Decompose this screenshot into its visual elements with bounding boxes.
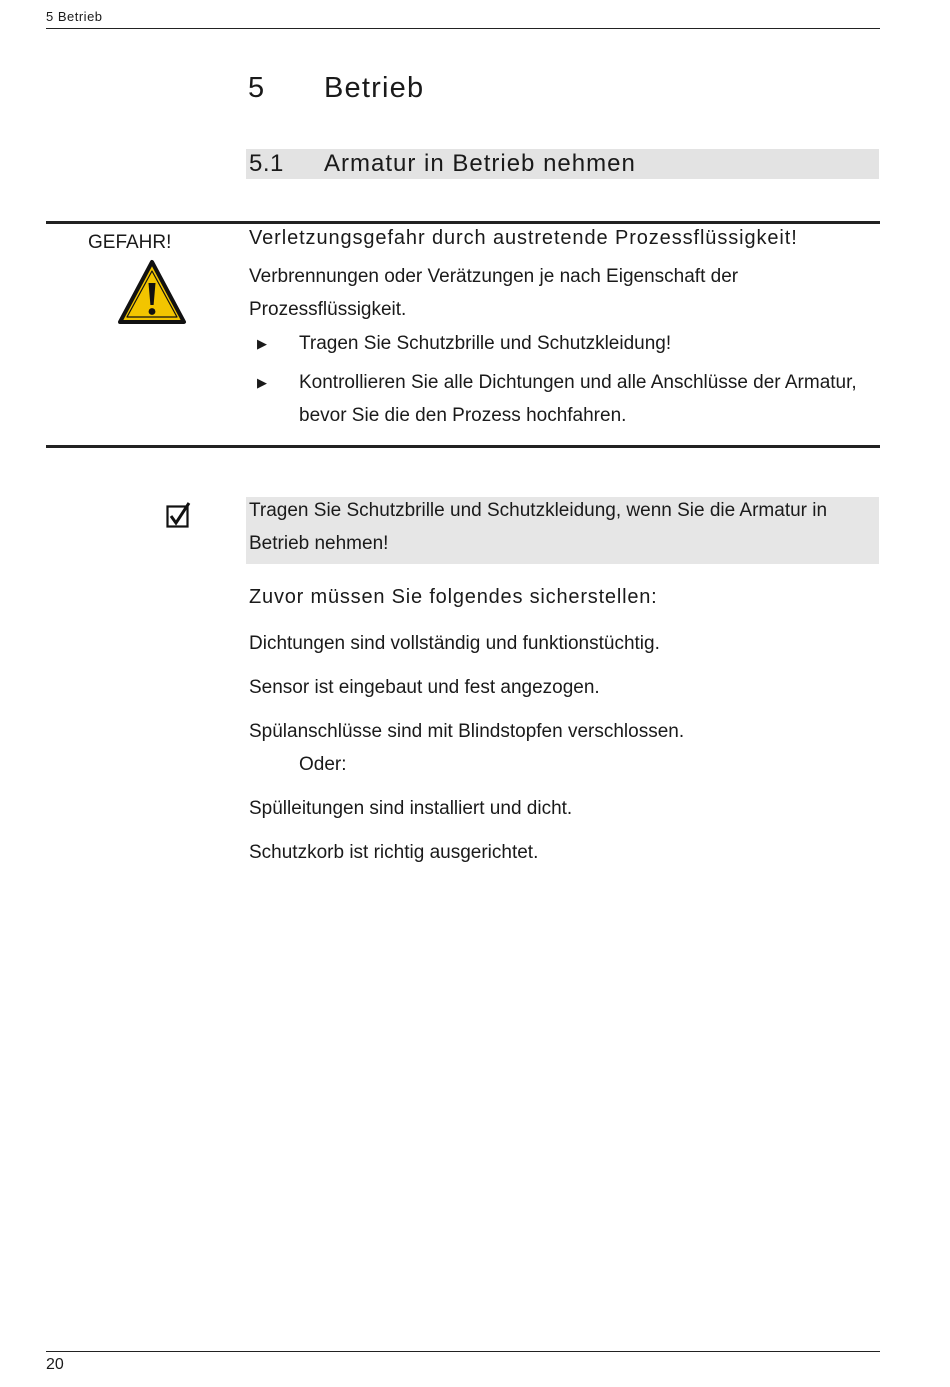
warning-triangle-icon <box>117 259 187 325</box>
prerequisite-alternative: Oder: <box>299 754 347 775</box>
chapter-title: Betrieb <box>324 72 425 104</box>
warning-action-2: Kontrollieren Sie alle Dichtungen und alle Anschlüsse der Armatur, bevor Sie die den Prozess hochfahren. <box>299 372 857 426</box>
prerequisites-heading: Zuvor müssen Sie folgendes sicherstellen: <box>249 586 658 608</box>
warning-bottom-rule <box>46 445 880 448</box>
running-header: 5 Betrieb <box>46 9 103 24</box>
page-number: 20 <box>46 1356 64 1373</box>
prerequisite-item: Dichtungen sind vollständig und funktionstüchtig. <box>249 633 660 654</box>
note-text: Tragen Sie Schutzbrille und Schutzkleidung, wenn Sie die Armatur in Betrieb nehmen! <box>249 500 828 554</box>
section-number: 5.1 <box>249 150 284 177</box>
bullet-arrow-icon: ▶ <box>257 336 267 351</box>
warning-signal-word: GEFAHR! <box>88 232 172 253</box>
prerequisite-item: Sensor ist eingebaut und fest angezogen. <box>249 677 600 698</box>
footer-rule <box>46 1351 880 1352</box>
bullet-arrow-icon: ▶ <box>257 375 267 390</box>
header-rule <box>46 28 880 29</box>
prerequisite-item: Schutzkorb ist richtig ausgerichtet. <box>249 842 539 863</box>
warning-action-1: Tragen Sie Schutzbrille und Schutzkleidung! <box>299 333 672 354</box>
prerequisite-item: Spülanschlüsse sind mit Blindstopfen verschlossen. <box>249 721 685 742</box>
section-title: Armatur in Betrieb nehmen <box>324 150 636 177</box>
prerequisite-item: Spülleitungen sind installiert und dicht. <box>249 798 573 819</box>
warning-text: Verbrennungen oder Verätzungen je nach Eigenschaft der Prozessflüssigkeit. <box>249 266 739 320</box>
warning-headline: Verletzungsgefahr durch austretende Prozessflüssigkeit! <box>249 227 798 249</box>
checkbox-checked-icon <box>166 501 192 529</box>
chapter-number: 5 <box>248 72 265 104</box>
warning-top-rule <box>46 221 880 224</box>
